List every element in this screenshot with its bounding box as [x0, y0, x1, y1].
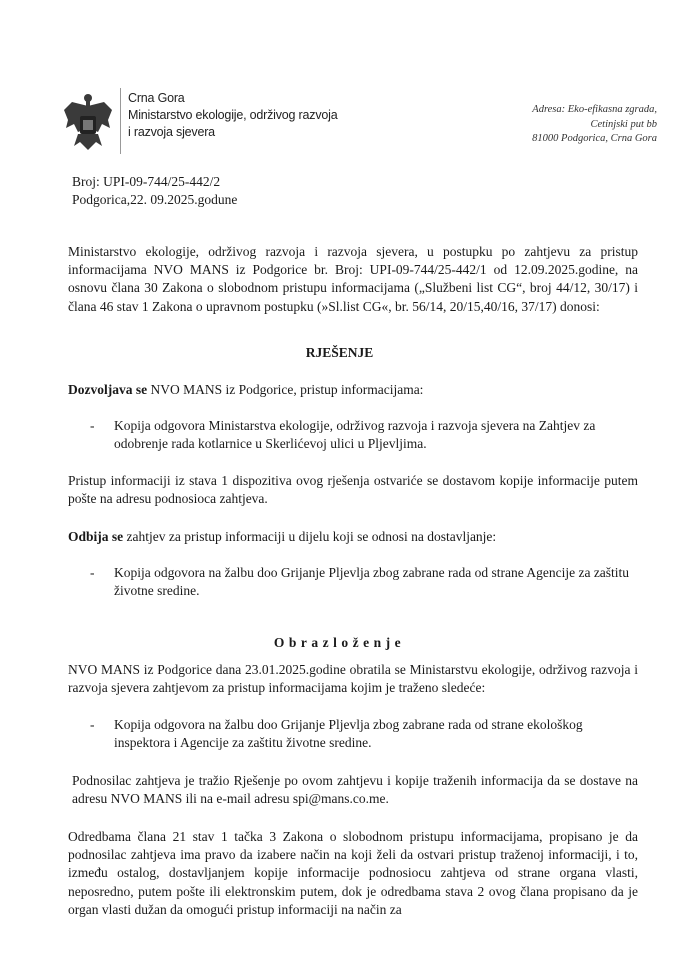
document-reference	[72, 173, 237, 209]
denied-item-text: Kopija odgovora na žalbu doo Grijanje Pljevlja zbog zabrane rada od strane Agencije za zaštitu životne sredine.	[114, 565, 630, 599]
granted-lead: Dozvoljava se	[68, 382, 148, 397]
reasoning-p2-text: Podnosilac zahtjeva je tražio Rješenje po ovom zahtjevu i kopije traženih informacija da se dostave na adresu NVO MANS ili na e-mail adresu spi@mans.co.me.	[72, 773, 638, 807]
ministry-name-line1: Ministarstvo ekologije, održivog razvoja	[128, 108, 338, 122]
reasoning-paragraph-1	[68, 661, 638, 697]
granted-item	[90, 417, 635, 453]
denied-item	[90, 564, 635, 600]
address-line2: Cetinjski put bb	[590, 118, 657, 130]
country-name: Crna Gora	[128, 91, 185, 105]
address-line3: 81000 Podgorica, Crna Gora	[532, 133, 657, 144]
reasoning-p1-text: NVO MANS iz Podgorice dana 23.01.2025.godine obratila se Ministarstvu ekologije, održivog razvoja i razvoja sjevera zahtjevom za pristup informacijama kojim je traženo sledeće:	[68, 662, 638, 696]
granted-paragraph	[68, 381, 638, 399]
decision-title: RJEŠENJE	[305, 345, 374, 360]
reasoning-p3-text: Odredbama člana 21 stav 1 tačka 3 Zakona o slobodnom pristupu informacijama, propisano je da podnosilac zahtjeva ima pravo da izabere način na koji želi da ostvari pristup traženoj informaciji, i to, između ostalog, dostavljanjem kopije informacije podnosiocu zahtjeva od strane organa vlasti, neposredno, putem pošte ili elektronskim putem, dok je odredbama stava 2 ovog člana propisano da je organ vlasti dužan da omogući pristup informaciji na način za	[68, 829, 638, 917]
ministry-name-line2: i razvoja sjevera	[128, 125, 215, 139]
coat-of-arms-icon	[62, 92, 114, 154]
access-text: Pristup informaciji iz stava 1 dispozitiva ovog rješenja ostvariće se dostavom kopije informacije putem pošte na adresu podnosioca zahtjeva.	[68, 473, 638, 507]
address-line1: Adresa: Eko-efikasna zgrada,	[532, 104, 657, 115]
reasoning-title: Obrazloženje	[273, 635, 406, 650]
bullet-dash: -	[90, 565, 95, 580]
ministry-header	[128, 90, 337, 141]
denied-lead: Odbija se	[68, 529, 124, 544]
access-paragraph	[68, 472, 638, 508]
bullet-dash: -	[90, 717, 95, 732]
reference-place-date: Podgorica,22. 09.2025.godune	[72, 192, 238, 207]
bullet-dash: -	[90, 418, 95, 433]
header-divider	[120, 88, 121, 154]
granted-item-text: Kopija odgovora Ministarstva ekologije, održivog razvoja i razvoja sjevera na Zahtjev za odobrenje rada kotlarnice u Skerlićevoj ulici u Pljevljima.	[114, 418, 596, 452]
reasoning-paragraph-3	[68, 828, 638, 919]
ministry-address	[532, 103, 657, 147]
granted-rest: NVO MANS iz Podgorice, pristup informacijama:	[147, 382, 424, 397]
reasoning-paragraph-2	[72, 772, 638, 808]
denied-paragraph	[68, 528, 638, 546]
reasoning-item	[90, 716, 635, 752]
intro-text: Ministarstvo ekologije, održivog razvoja i razvoja sjevera, u postupku po zahtjevu za pristup informacijama NVO MANS iz Podgorice br. Broj: UPI-09-744/25-442/1 od 12.09.2025.godine, na osnovu člana 30 Zakona o slobodnom pristupu informacijama („Službeni list CG“, broj 44/12, 30/17) i člana 46 stav 1 Zakona o upravnom postupku (»Sl.list CG«, br. 56/14, 20/15,40/16, 37/17) donosi:	[68, 244, 638, 314]
denied-rest: zahtjev za pristup informaciji u dijelu koji se odnosi na dostavljanje:	[123, 529, 497, 544]
intro-paragraph	[68, 243, 638, 316]
reasoning-item-text: Kopija odgovora na žalbu doo Grijanje Pljevlja zbog zabrane rada od strane ekološkog inspektora i Agencije za zaštitu životne sredine.	[114, 717, 583, 751]
reference-number: Broj: UPI-09-744/25-442/2	[72, 174, 221, 189]
